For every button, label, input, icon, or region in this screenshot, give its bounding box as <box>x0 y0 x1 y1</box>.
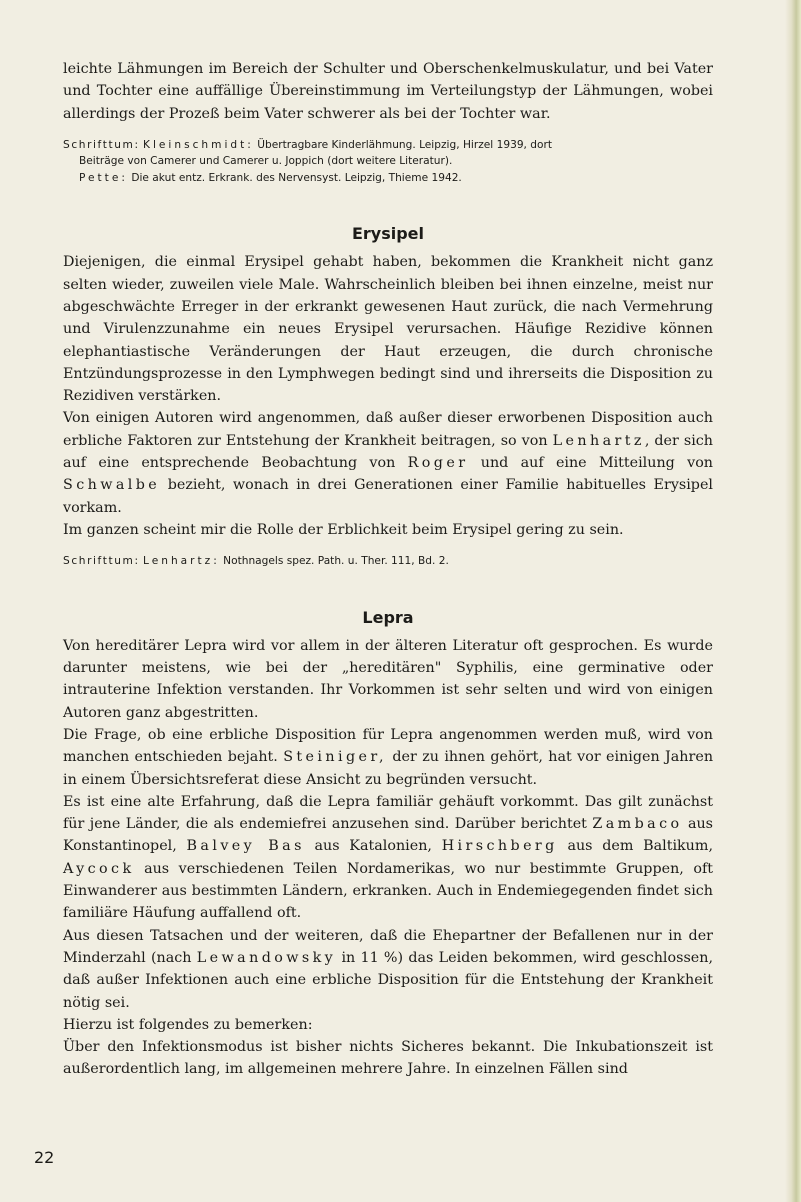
author-name: Zambaco <box>592 816 683 833</box>
page-edge <box>785 0 801 1202</box>
author-name: Roger <box>407 455 469 472</box>
reference-text: Übertragbare Kinderlähmung. Leipzig, Hirzel 1939, dort <box>257 138 553 151</box>
author-name: Steiniger, <box>283 749 387 766</box>
reference-block-2 <box>63 553 713 570</box>
reference-text: Die akut entz. Erkrank. des Nervensyst. Leipzig, Thieme 1942. <box>131 171 462 184</box>
lepra-paragraph-6: Über den Infektionsmodus ist bisher nichts Sicheres bekannt. Die Inkubationszeit ist außerordentlich lang, im allgemeinen mehrere Jahre. In einzelnen Fällen sind <box>63 1039 713 1078</box>
reference-text: Nothnagels spez. Path. u. Ther. 111, Bd. 2. <box>223 555 449 568</box>
reference-label: Schrifttum: <box>63 555 140 568</box>
section-title-lepra: Lepra <box>362 607 414 627</box>
erysipel-paragraph-3: Im ganzen scheint mir die Rolle der Erblichkeit beim Erysipel gering zu sein. <box>63 521 624 538</box>
document-page <box>63 58 713 1081</box>
erysipel-paragraph-2: Von einigen Autoren wird angenommen, daß außer dieser erworbenen Disposition auch erbliche Faktoren zur Entstehung der Krankheit beitragen, so von Lenhartz, der sich auf eine entsprechende Beobachtung von Roger und auf eine Mitteilung von Schwalbe bezieht, wonach in drei Generationen einer Familie habituelles Erysipel vorkam. <box>63 410 714 516</box>
reference-label: Schrifttum: <box>63 138 140 151</box>
page-number: 22 <box>34 1148 55 1167</box>
reference-entry-2 <box>63 170 713 187</box>
reference-author: Kleinschmidt: <box>143 138 254 151</box>
reference-author: Pette: <box>79 171 128 184</box>
reference-block-1 <box>63 137 713 187</box>
author-name: Balvey Bas <box>186 838 305 855</box>
lepra-paragraph-3: Es ist eine alte Erfahrung, daß die Lepra familiär gehäuft vorkommt. Das gilt zunächst für jene Länder, die als endemiefrei anzusehen sind. Darüber berichtet Zambaco aus Konstantinopel, Balvey Bas aus Katalonien, Hirschberg aus dem Baltikum, Aycock aus verschiedenen Teilen Nordamerikas, wo nur bestimmte Gruppen, oft Einwanderer aus bestimmten Ländern, erkranken. Auch in Endemiegegenden findet sich familiäre Häufung auffallend oft. <box>63 793 714 922</box>
lepra-paragraph-5: Hierzu ist folgendes zu bemerken: <box>63 1016 313 1033</box>
lepra-paragraph-4: Aus diesen Tatsachen und der weiteren, daß die Ehepartner der Befallenen nur in der Minderzahl (nach Lewandowsky in 11 %) das Leiden bekommen, wird geschlossen, daß außer Infektionen auch eine erbliche Disposition für die Entstehung der Krankheit nötig sei. <box>63 927 714 1011</box>
intro-paragraph: leichte Lähmungen im Bereich der Schulter und Oberschenkelmuskulatur, und bei Vater und Tochter eine auffällige Übereinstimmung im Verteilungstyp der Lähmungen, wobei allerdings der Prozeß beim Vater schwerer als bei der Tochter war. <box>63 61 713 122</box>
author-name: Lewandowsky <box>196 949 337 966</box>
erysipel-paragraph-1: Diejenigen, die einmal Erysipel gehabt haben, bekommen die Krankheit nicht ganz selten wieder, zuweilen viele Male. Wahrscheinlich bleiben bei ihnen einzelne, meist nur abgeschwächte Erreger in der erkrankt gewesenen Haut zurück, die nach Vermehrung und Virulenzzunahme ein neues Erysipel verursachen. Häufige Rezidive können elephantiastische Veränderungen der Haut erzeugen, die durch chronische Entzündungsprozesse in den Lymphwegen bedingt sind und ihrerseits die Disposition zu Rezidiven verstärken. <box>63 254 713 405</box>
author-name: Schwalbe <box>63 477 161 494</box>
lepra-paragraph-2: Die Frage, ob eine erbliche Disposition für Lepra angenommen werden muß, wird von manchen entschieden bejaht. Steiniger, der zu ihnen gehört, hat vor einigen Jahren in einem Übersichtsreferat diese Ansicht zu begründen versucht. <box>63 726 714 788</box>
author-name: Hirschberg <box>441 838 558 855</box>
reference-author: Lenhartz: <box>143 555 220 568</box>
author-name: Aycock <box>63 860 135 877</box>
section-title-erysipel: Erysipel <box>351 224 425 244</box>
lepra-paragraph-1: Von hereditärer Lepra wird vor allem in der älteren Literatur oft gesprochen. Es wurde darunter meistens, wie bei der „hereditären" Syphilis, eine germinative oder intrauterine Infektion verstanden. Ihr Vorkommen ist sehr selten und wird von einigen Autoren ganz abgestritten. <box>63 637 713 721</box>
reference-continuation: Beiträge von Camerer und Camerer u. Joppich (dort weitere Literatur). <box>79 155 453 168</box>
author-name: Lenhartz <box>552 432 645 449</box>
